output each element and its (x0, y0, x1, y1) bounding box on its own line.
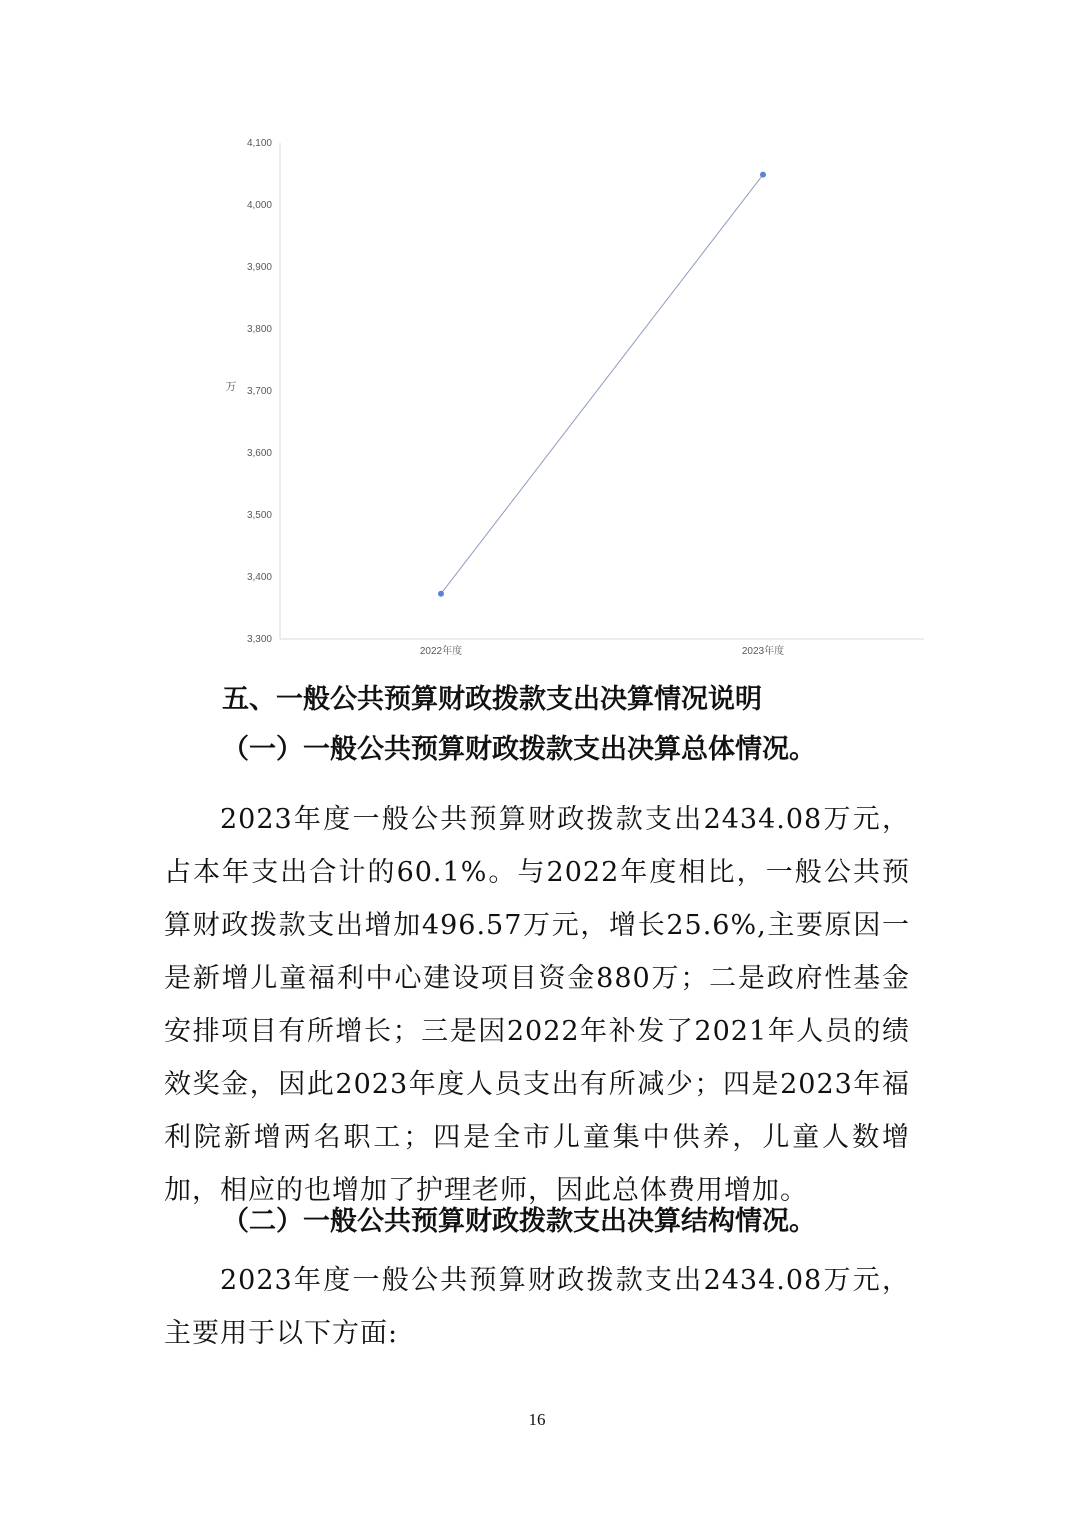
y-tick-label: 3,900 (246, 262, 272, 273)
subsection-1-paragraph: 2023年度一般公共预算财政拨款支出2434.08万元，占本年支出合计的60.1%。与2022年度相比，一般公共预算财政拨款支出增加496.57万元，增长25.6%,主要原因一是新增儿童福利中心建设项目资金880万；二是政府性基金安排项目有所增长；三是因2022年补发了2021年人员的绩效奖金，因此2023年度人员支出有所减少；四是2023年福利院新增两名职工；四是全市儿童集中供养，儿童人数增加，相应的也增加了护理老师，因此总体费用增加。 (164, 804, 910, 1206)
y-tick-label: 3,700 (246, 386, 272, 397)
y-tick-label: 4,100 (246, 138, 272, 149)
x-tick-labels (420, 644, 784, 657)
y-tick-labels (247, 138, 272, 645)
section-title: 五、一般公共预算财政拨款支出决算情况说明 (222, 684, 762, 715)
x-tick-label: 2022年度 (419, 646, 463, 657)
line-chart (0, 0, 1074, 680)
series-line (441, 175, 763, 594)
chart-axes (280, 143, 924, 639)
y-tick-label: 4,000 (246, 200, 272, 211)
series-layer (438, 172, 766, 597)
y-tick-label: 3,600 (246, 448, 272, 459)
y-axis-label: 万 (225, 381, 237, 393)
page-number: 16 (528, 1410, 546, 1429)
subsection-1-title: （一）一般公共预算财政拨款支出决算总体情况。 (222, 734, 816, 765)
y-tick-label: 3,800 (246, 324, 272, 335)
subsection-2-title: （二）一般公共预算财政拨款支出决算结构情况。 (222, 1206, 816, 1237)
subsection-2-paragraph: 2023年度一般公共预算财政拨款支出2434.08万元，主要用于以下方面: (164, 1265, 910, 1349)
data-point (760, 172, 766, 178)
data-point (438, 591, 444, 597)
y-tick-label: 3,300 (246, 634, 272, 645)
y-tick-label: 3,400 (246, 572, 272, 583)
x-tick-label: 2023年度 (741, 646, 785, 657)
y-tick-label: 3,500 (246, 510, 272, 521)
